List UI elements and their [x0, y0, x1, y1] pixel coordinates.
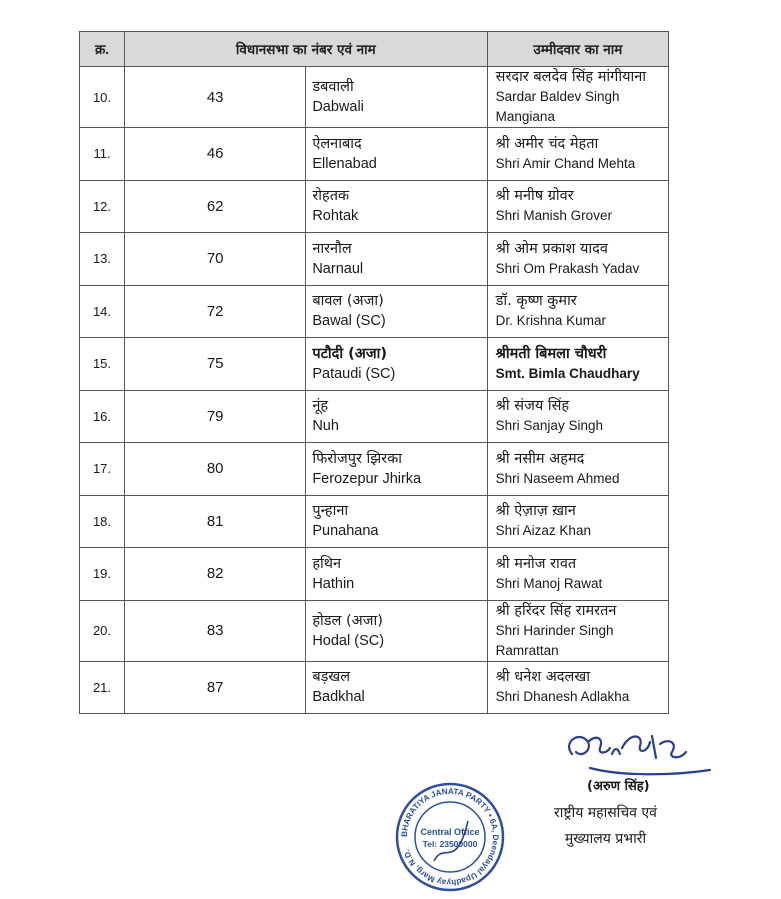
row-constituency-name: [306, 495, 487, 548]
signatory-name: (अरुण सिंह): [587, 779, 650, 794]
row-serial: 17.: [80, 443, 125, 496]
row-constituency-number: 87: [125, 661, 306, 714]
seal-inner-line1: Central Office: [420, 827, 480, 837]
row-serial: 16.: [80, 390, 125, 443]
row-serial: 15.: [80, 338, 125, 391]
seal-inner-line2: Tel: 23500000: [422, 839, 478, 849]
table-body: [80, 67, 669, 714]
candidate-english: Smt. Bimla Chaudhary: [495, 365, 640, 381]
constituency-hindi: होडल (अजा): [312, 612, 383, 629]
table-row: [80, 548, 669, 601]
constituency-hindi: पुन्हाना: [312, 503, 349, 520]
designation-line-2: मुख्यालय प्रभारी: [564, 831, 647, 847]
row-constituency-number: 79: [125, 390, 306, 443]
row-candidate: [487, 495, 668, 548]
candidate-table: [79, 31, 669, 714]
constituency-hindi: पटौदी (अजा): [312, 345, 387, 362]
candidate-hindi: सरदार बलदेव सिंह मांगीयाना: [495, 69, 647, 85]
table-row: [80, 495, 669, 548]
row-serial: 13.: [80, 233, 125, 286]
row-constituency-name: [306, 285, 487, 338]
row-constituency-name: [306, 128, 487, 181]
constituency-english: Hathin: [312, 575, 355, 592]
row-constituency-number: 82: [125, 548, 306, 601]
row-constituency-name: [306, 233, 487, 286]
candidate-hindi: श्री मनीष ग्रोवर: [495, 188, 574, 205]
candidate-english: Shri Harinder Singh Ramrattan: [495, 622, 614, 658]
candidate-english: Shri Dhanesh Adlakha: [495, 689, 630, 705]
candidate-english: Shri Manish Grover: [495, 208, 612, 224]
row-candidate: [487, 443, 668, 496]
candidate-hindi: श्री नसीम अहमद: [495, 450, 585, 467]
row-constituency-number: 70: [125, 233, 306, 286]
row-constituency-number: 80: [125, 443, 306, 496]
constituency-english: Narnaul: [312, 260, 364, 277]
table-row: [80, 180, 669, 233]
constituency-hindi: नारनौल: [312, 240, 352, 257]
row-candidate: [487, 67, 668, 128]
header-candidate: उम्मीदवार का नाम: [487, 32, 668, 67]
row-constituency-name: [306, 67, 487, 128]
constituency-hindi: ऐलनाबाद: [312, 135, 362, 152]
candidate-english: Shri Om Prakash Yadav: [495, 260, 640, 276]
row-serial: 10.: [80, 67, 125, 128]
row-constituency-name: [306, 443, 487, 496]
constituency-english: Dabwali: [312, 99, 364, 115]
table-row: [80, 390, 669, 443]
constituency-english: Badkhal: [312, 689, 365, 706]
row-candidate: [487, 390, 668, 443]
table-row: [80, 67, 669, 128]
row-constituency-name: [306, 180, 487, 233]
signatory-designation: [518, 800, 693, 852]
constituency-english: Ferozepur Jhirka: [312, 470, 422, 487]
row-candidate: [487, 128, 668, 181]
candidate-english: Shri Sanjay Singh: [495, 418, 603, 434]
candidate-hindi: डॉ. कृष्ण कुमार: [495, 293, 577, 310]
candidate-hindi: श्री हरिंदर सिंह रामरतन: [495, 602, 617, 619]
row-serial: 12.: [80, 180, 125, 233]
constituency-hindi: डबवाली: [312, 79, 354, 95]
row-candidate: [487, 233, 668, 286]
constituency-english: Pataudi (SC): [312, 365, 396, 382]
candidate-english: Shri Aizaz Khan: [495, 523, 591, 539]
header-constituency: विधानसभा का नंबर एवं नाम: [125, 32, 488, 67]
table-row: [80, 443, 669, 496]
constituency-english: Bawal (SC): [312, 313, 386, 330]
row-candidate: [487, 548, 668, 601]
row-serial: 20.: [80, 600, 125, 661]
candidate-hindi: श्री मनोज रावत: [495, 555, 577, 572]
constituency-english: Nuh: [312, 418, 339, 435]
row-constituency-name: [306, 390, 487, 443]
candidate-english: Shri Amir Chand Mehta: [495, 155, 636, 171]
row-serial: 11.: [80, 128, 125, 181]
table-header-row: [80, 32, 669, 67]
candidate-hindi: श्री ओम प्रकाश यादव: [495, 240, 608, 257]
row-serial: 14.: [80, 285, 125, 338]
candidate-english: Sardar Baldev Singh Mangiana: [495, 89, 620, 124]
row-candidate: [487, 600, 668, 661]
party-seal: [394, 781, 506, 893]
row-constituency-number: 43: [125, 67, 306, 128]
row-constituency-number: 81: [125, 495, 306, 548]
designation-line-1: राष्ट्रीय महासचिव एवं: [554, 805, 657, 821]
candidate-hindi: श्री ऐज़ाज़ ख़ान: [495, 503, 576, 520]
row-candidate: [487, 661, 668, 714]
constituency-hindi: रोहतक: [312, 188, 350, 205]
candidate-hindi: श्री संजय सिंह: [495, 398, 570, 415]
row-candidate: [487, 180, 668, 233]
row-constituency-name: [306, 338, 487, 391]
candidate-english: Dr. Krishna Kumar: [495, 313, 606, 329]
header-serial: क्र.: [80, 32, 125, 67]
row-constituency-number: 72: [125, 285, 306, 338]
constituency-hindi: नूंह: [312, 398, 329, 415]
constituency-english: Hodal (SC): [312, 632, 385, 649]
table-row: [80, 128, 669, 181]
table-row: [80, 285, 669, 338]
seal-outer-text: BHARATIYA JANATA PARTY • 6A, Deendayal Upadhyay Marg, N.D.: [399, 786, 501, 888]
row-candidate: [487, 285, 668, 338]
table-row: [80, 233, 669, 286]
row-constituency-name: [306, 600, 487, 661]
candidate-hindi: श्रीमती बिमला चौधरी: [495, 345, 607, 362]
row-serial: 21.: [80, 661, 125, 714]
constituency-english: Rohtak: [312, 208, 359, 225]
row-constituency-name: [306, 661, 487, 714]
constituency-hindi: फिरोजपुर झिरका: [312, 450, 403, 467]
row-constituency-number: 75: [125, 338, 306, 391]
constituency-english: Punahana: [312, 523, 379, 540]
constituency-hindi: बड़खल: [312, 669, 351, 686]
row-constituency-name: [306, 548, 487, 601]
candidate-english: Shri Manoj Rawat: [495, 575, 603, 591]
row-candidate: [487, 338, 668, 391]
constituency-english: Ellenabad: [312, 155, 377, 172]
constituency-hindi: बावल (अजा): [312, 293, 384, 310]
row-constituency-number: 46: [125, 128, 306, 181]
candidate-hindi: श्री धनेश अदलखा: [495, 669, 590, 686]
table-row: [80, 661, 669, 714]
row-serial: 18.: [80, 495, 125, 548]
table-row: [80, 338, 669, 391]
constituency-hindi: हथिन: [312, 555, 342, 572]
row-constituency-number: 62: [125, 180, 306, 233]
row-serial: 19.: [80, 548, 125, 601]
candidate-hindi: श्री अमीर चंद मेहता: [495, 135, 599, 152]
table-row: [80, 600, 669, 661]
row-constituency-number: 83: [125, 600, 306, 661]
candidate-english: Shri Naseem Ahmed: [495, 470, 620, 486]
